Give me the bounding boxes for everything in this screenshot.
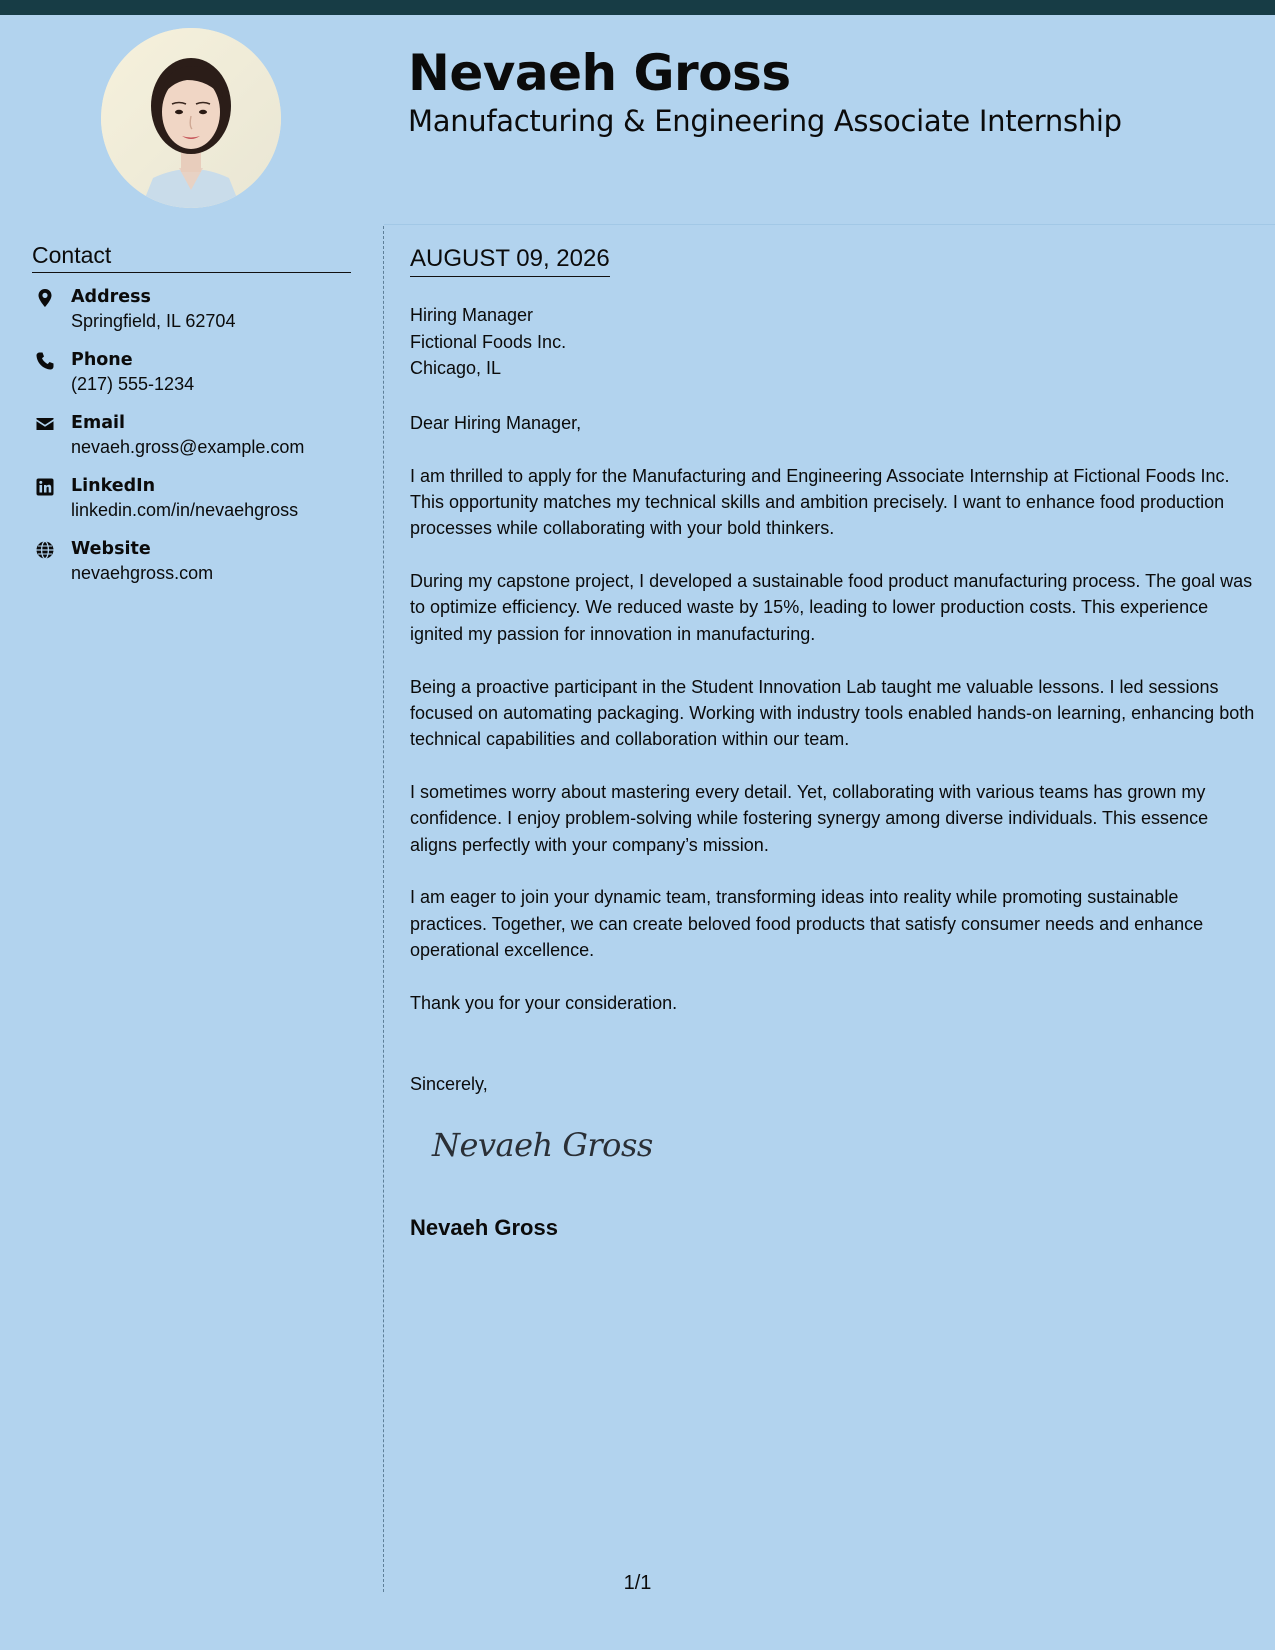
body-paragraph: During my capstone project, I developed a sustainable food product manufacturing process. The goal was to optimize efficiency. We reduced waste by 15%, leading to lower production costs. This experience ignited my passion for innovation in manufacturing.: [410, 571, 1253, 644]
contact-label: Website: [71, 539, 151, 559]
column-divider: [383, 226, 384, 1592]
page-number: 1/1: [623, 1572, 652, 1594]
contact-linkedin: [32, 474, 362, 524]
body-paragraph: I am eager to join your dynamic team, transforming ideas into reality while promoting sustainable practices. Together, we can create beloved food products that satisfy consumer needs and enhance operational excellence.: [410, 887, 1204, 960]
contact-value: nevaehgross.com: [71, 563, 214, 583]
recipient-company: Fictional Foods Inc.: [410, 331, 567, 352]
globe-icon: [35, 540, 55, 560]
recipient-block: [410, 302, 566, 382]
contact-heading: Contact: [32, 241, 351, 273]
contact-value: Springfield, IL 62704: [71, 311, 236, 331]
contact-label: Phone: [71, 350, 133, 370]
linkedin-icon: [35, 477, 55, 497]
profile-photo: [101, 28, 281, 208]
recipient-name: Hiring Manager: [410, 305, 534, 325]
body-paragraph: I am thrilled to apply for the Manufacturing and Engineering Associate Internship at Fictional Foods Inc. This opportunity matches my technical skills and ambition precisely. I want to enhance food production processes while collaborating with your bold thinkers.: [410, 465, 1230, 539]
letter-date: AUGUST 09, 2026: [410, 244, 610, 277]
contact-label: Address: [71, 287, 151, 307]
contact-value: nevaeh.gross@example.com: [71, 437, 305, 457]
closing: Sincerely,: [410, 1074, 488, 1094]
letter-body: [410, 410, 1255, 1043]
body-paragraph: Being a proactive participant in the Student Innovation Lab taught me valuable lessons. I led sessions focused on automating packaging. Working with industry tools enabled hands-on learning, enhancing both technical capabilities and collaboration within our team.: [410, 676, 1255, 750]
envelope-icon: [35, 414, 55, 434]
contact-address: [32, 285, 362, 335]
salutation: Dear Hiring Manager,: [410, 413, 582, 433]
contact-email: [32, 411, 362, 461]
applicant-name: Nevaeh Gross: [408, 44, 791, 102]
phone-icon: [35, 351, 55, 371]
contact-value: (217) 555-1234: [71, 374, 195, 394]
body-paragraph: I sometimes worry about mastering every detail. Yet, collaborating with various teams has grown my confidence. I enjoy problem-solving while fostering synergy among diverse individuals. This essence aligns perfectly with your company’s mission.: [410, 781, 1209, 855]
job-title: Manufacturing & Engineering Associate Internship: [408, 104, 1122, 138]
contact-value: linkedin.com/in/nevaehgross: [71, 500, 299, 520]
contact-label: LinkedIn: [71, 476, 156, 496]
signer-name: Nevaeh Gross: [410, 1215, 558, 1240]
recipient-location: Chicago, IL: [410, 358, 502, 378]
contact-phone: [32, 348, 362, 398]
handwritten-signature: Nevaeh Gross: [432, 1126, 653, 1164]
thanks-line: Thank you for your consideration.: [410, 992, 678, 1013]
contact-label: Email: [71, 413, 125, 433]
header-divider: [384, 224, 1275, 225]
map-pin-icon: [35, 288, 55, 308]
top-accent-bar: [0, 0, 1275, 15]
contact-list: [32, 285, 362, 600]
contact-website: [32, 537, 362, 587]
